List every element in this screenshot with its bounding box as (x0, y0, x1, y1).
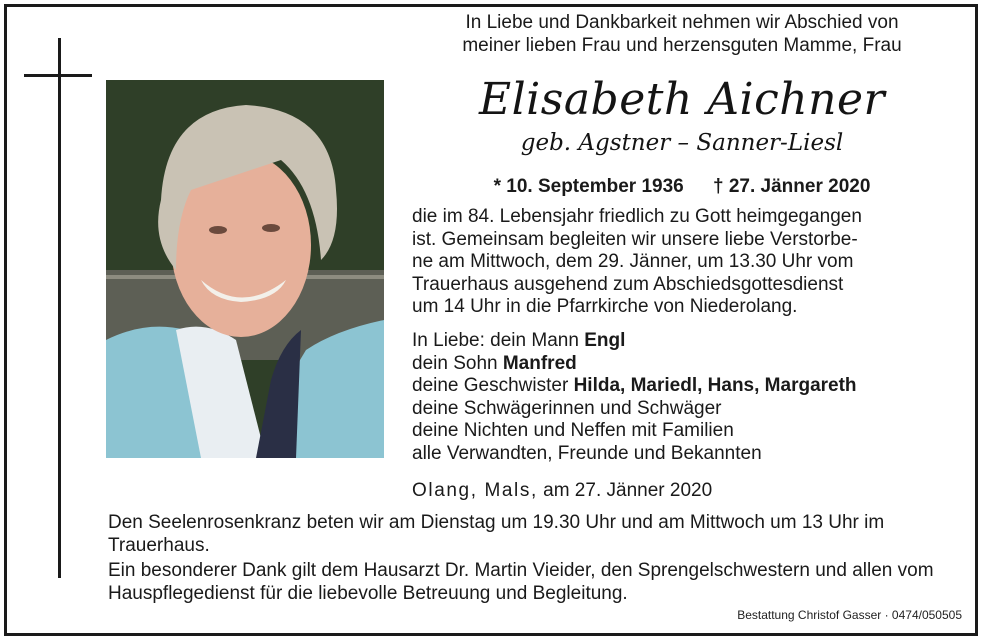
birth-date: * 10. September 1936 (493, 176, 684, 197)
mourners-list (412, 330, 972, 465)
mourner-text: In Liebe: dein Mann (412, 330, 585, 351)
thanks-text: Ein besonderer Dank gilt dem Hausarzt Dr. Martin Vieider, den Sprengelschwestern und allen vom Hauspflegedienst für die liebevolle Betreuung und Begleitung. (108, 560, 934, 604)
notice-line: ne am Mittwoch, dem 29. Jänner, um 13.30 Uhr vom (412, 251, 854, 272)
deceased-name: Elisabeth Aichner (478, 74, 886, 125)
funeral-notice (412, 206, 952, 319)
mourner-text: dein Sohn (412, 352, 503, 374)
notice-date: am 27. Jänner 2020 (537, 480, 713, 501)
mourner-text: alle Verwandten, Freunde und Bekannten (412, 442, 762, 464)
mourner-text: deine Nichten und Neffen mit Familien (412, 420, 734, 441)
mourner-text: deine Geschwister (412, 375, 574, 396)
mourner-line (412, 398, 972, 421)
funeral-home-credit: Bestattung Christof Gasser · 0474/050505 (737, 608, 962, 622)
mourner-name: Manfred (502, 352, 577, 374)
intro-text (412, 12, 952, 57)
place-date (412, 480, 712, 503)
mourner-name: Hilda, Mariedl, Hans, Margareth (573, 375, 857, 396)
maiden-name: geb. Agstner – Sanner-Liesl (520, 130, 844, 156)
mourner-line (412, 353, 972, 376)
mourner-name: Engl (584, 330, 626, 351)
intro-line: In Liebe und Dankbarkeit nehmen wir Abschied von (465, 12, 899, 33)
mourner-text: deine Schwägerinnen und Schwäger (412, 397, 722, 419)
cross-icon-bar (24, 74, 92, 77)
rosary-text: Den Seelenrosenkranz beten wir am Dienstag um 19.30 Uhr und am Mittwoch um 13 Uhr im Trauerhaus. (108, 512, 885, 556)
notice-line: um 14 Uhr in die Pfarrkirche von Niederolang. (412, 296, 798, 317)
mourner-line (412, 375, 972, 398)
life-dates (412, 176, 952, 198)
intro-line: meiner lieben Frau und herzensguten Mamme, Frau (462, 34, 902, 56)
mourner-line (412, 420, 972, 443)
place-name: Olang, Mals, (412, 480, 538, 501)
cross-icon (58, 38, 61, 578)
notice-line: die im 84. Lebensjahr friedlich zu Gott heimgegangen (412, 206, 862, 227)
portrait-photo (106, 80, 384, 458)
notice-line: ist. Gemeinsam begleiten wir unsere liebe Verstorbe- (412, 228, 858, 250)
notice-line: Trauerhaus ausgehend zum Abschiedsgottesdienst (412, 273, 844, 295)
mourner-line (412, 443, 972, 466)
death-date: † 27. Jänner 2020 (713, 176, 871, 197)
mourner-line (412, 330, 972, 353)
